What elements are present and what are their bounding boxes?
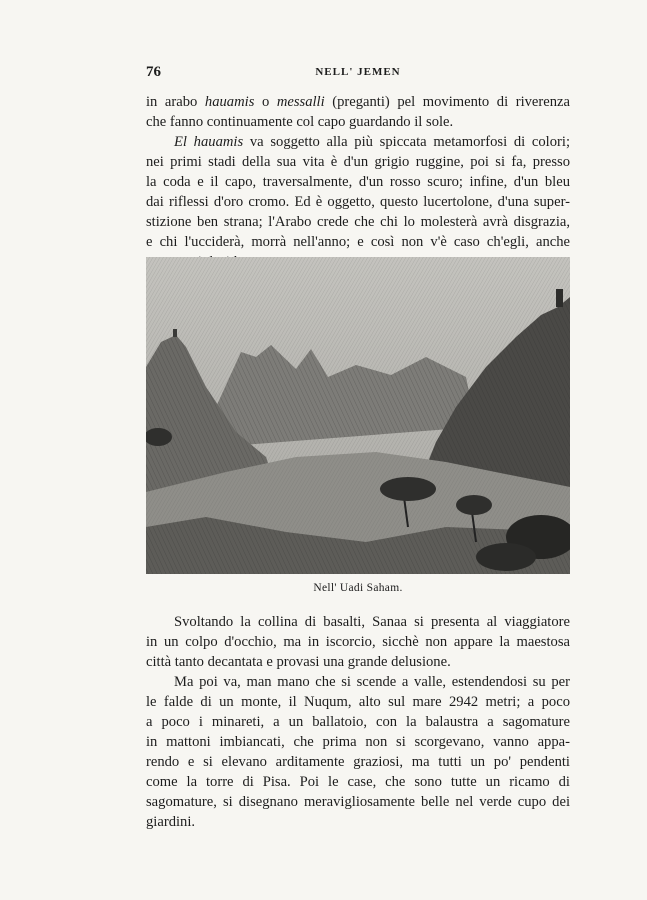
text-line: nei primi stadi della sua vita è d'un grigio ruggine, poi si fa, presso — [146, 154, 570, 170]
text-line: sagomature, si disegnano meravigliosamente belle nel verde cupo dei — [146, 794, 570, 810]
text-line: in mattoni imbiancati, che prima non si scorgevano, vanno appa- — [146, 734, 570, 750]
text-line: e chi l'ucciderà, morrà nell'anno; e così non v'è caso ch'egli, anche — [146, 234, 570, 250]
paragraph-3 — [146, 612, 570, 672]
wadi-landscape-drawing — [146, 257, 570, 574]
text-line: che fanno continuamente col capo guardando il sole. — [146, 114, 454, 130]
text-line: giardini. — [146, 814, 196, 830]
text-line: Svoltando la collina di basalti, Sanaa si presenta al viaggiatore — [174, 614, 570, 630]
landscape-illustration — [146, 257, 570, 574]
text-line: rendo e si elevano arditamente graziosi, ma tutti un po' pendenti — [146, 754, 570, 770]
page-header — [146, 64, 570, 84]
figure-caption: Nell' Uadi Saham. — [313, 582, 403, 594]
text-line: la coda e il capo, traversalmente, d'un rosso scuro; infine, d'un bleu — [146, 174, 570, 190]
text-line: in un colpo d'occhio, ma in iscorcio, sicchè non appare la maestosa — [146, 634, 570, 650]
text-line: El hauamis va soggetto alla più spiccata metamorfosi di colori; — [174, 134, 570, 150]
text-line: Ma poi va, man mano che si scende a valle, estendendosi su per — [174, 674, 570, 690]
paragraph-4 — [146, 672, 570, 832]
running-title: NELL' JEMEN — [315, 66, 401, 78]
paragraph-1 — [146, 92, 570, 132]
text-line: città tanto decantata e provasi una grande delusione. — [146, 654, 451, 670]
text-line: in arabo hauamis o messalli (preganti) pel movimento di riverenza — [146, 94, 570, 110]
page-number: 76 — [146, 64, 161, 80]
text-line: stizione ben strana; l'Arabo crede che chi lo molesterà avrà disgrazia, — [146, 214, 570, 230]
text-line: le falde di un monte, il Nuqum, alto sul mare 2942 metri; a poco — [146, 694, 570, 710]
text-line: dai riflessi d'oro cromo. Ed è oggetto, questo lucertolone, d'una super- — [146, 194, 570, 210]
text-line: a poco i minareti, a un ballatoio, con la balaustra a sagomature — [146, 714, 570, 730]
text-line: come la torre di Pisa. Poi le case, che sono tutte un ricamo di — [146, 774, 570, 790]
paragraph-2 — [146, 132, 570, 272]
